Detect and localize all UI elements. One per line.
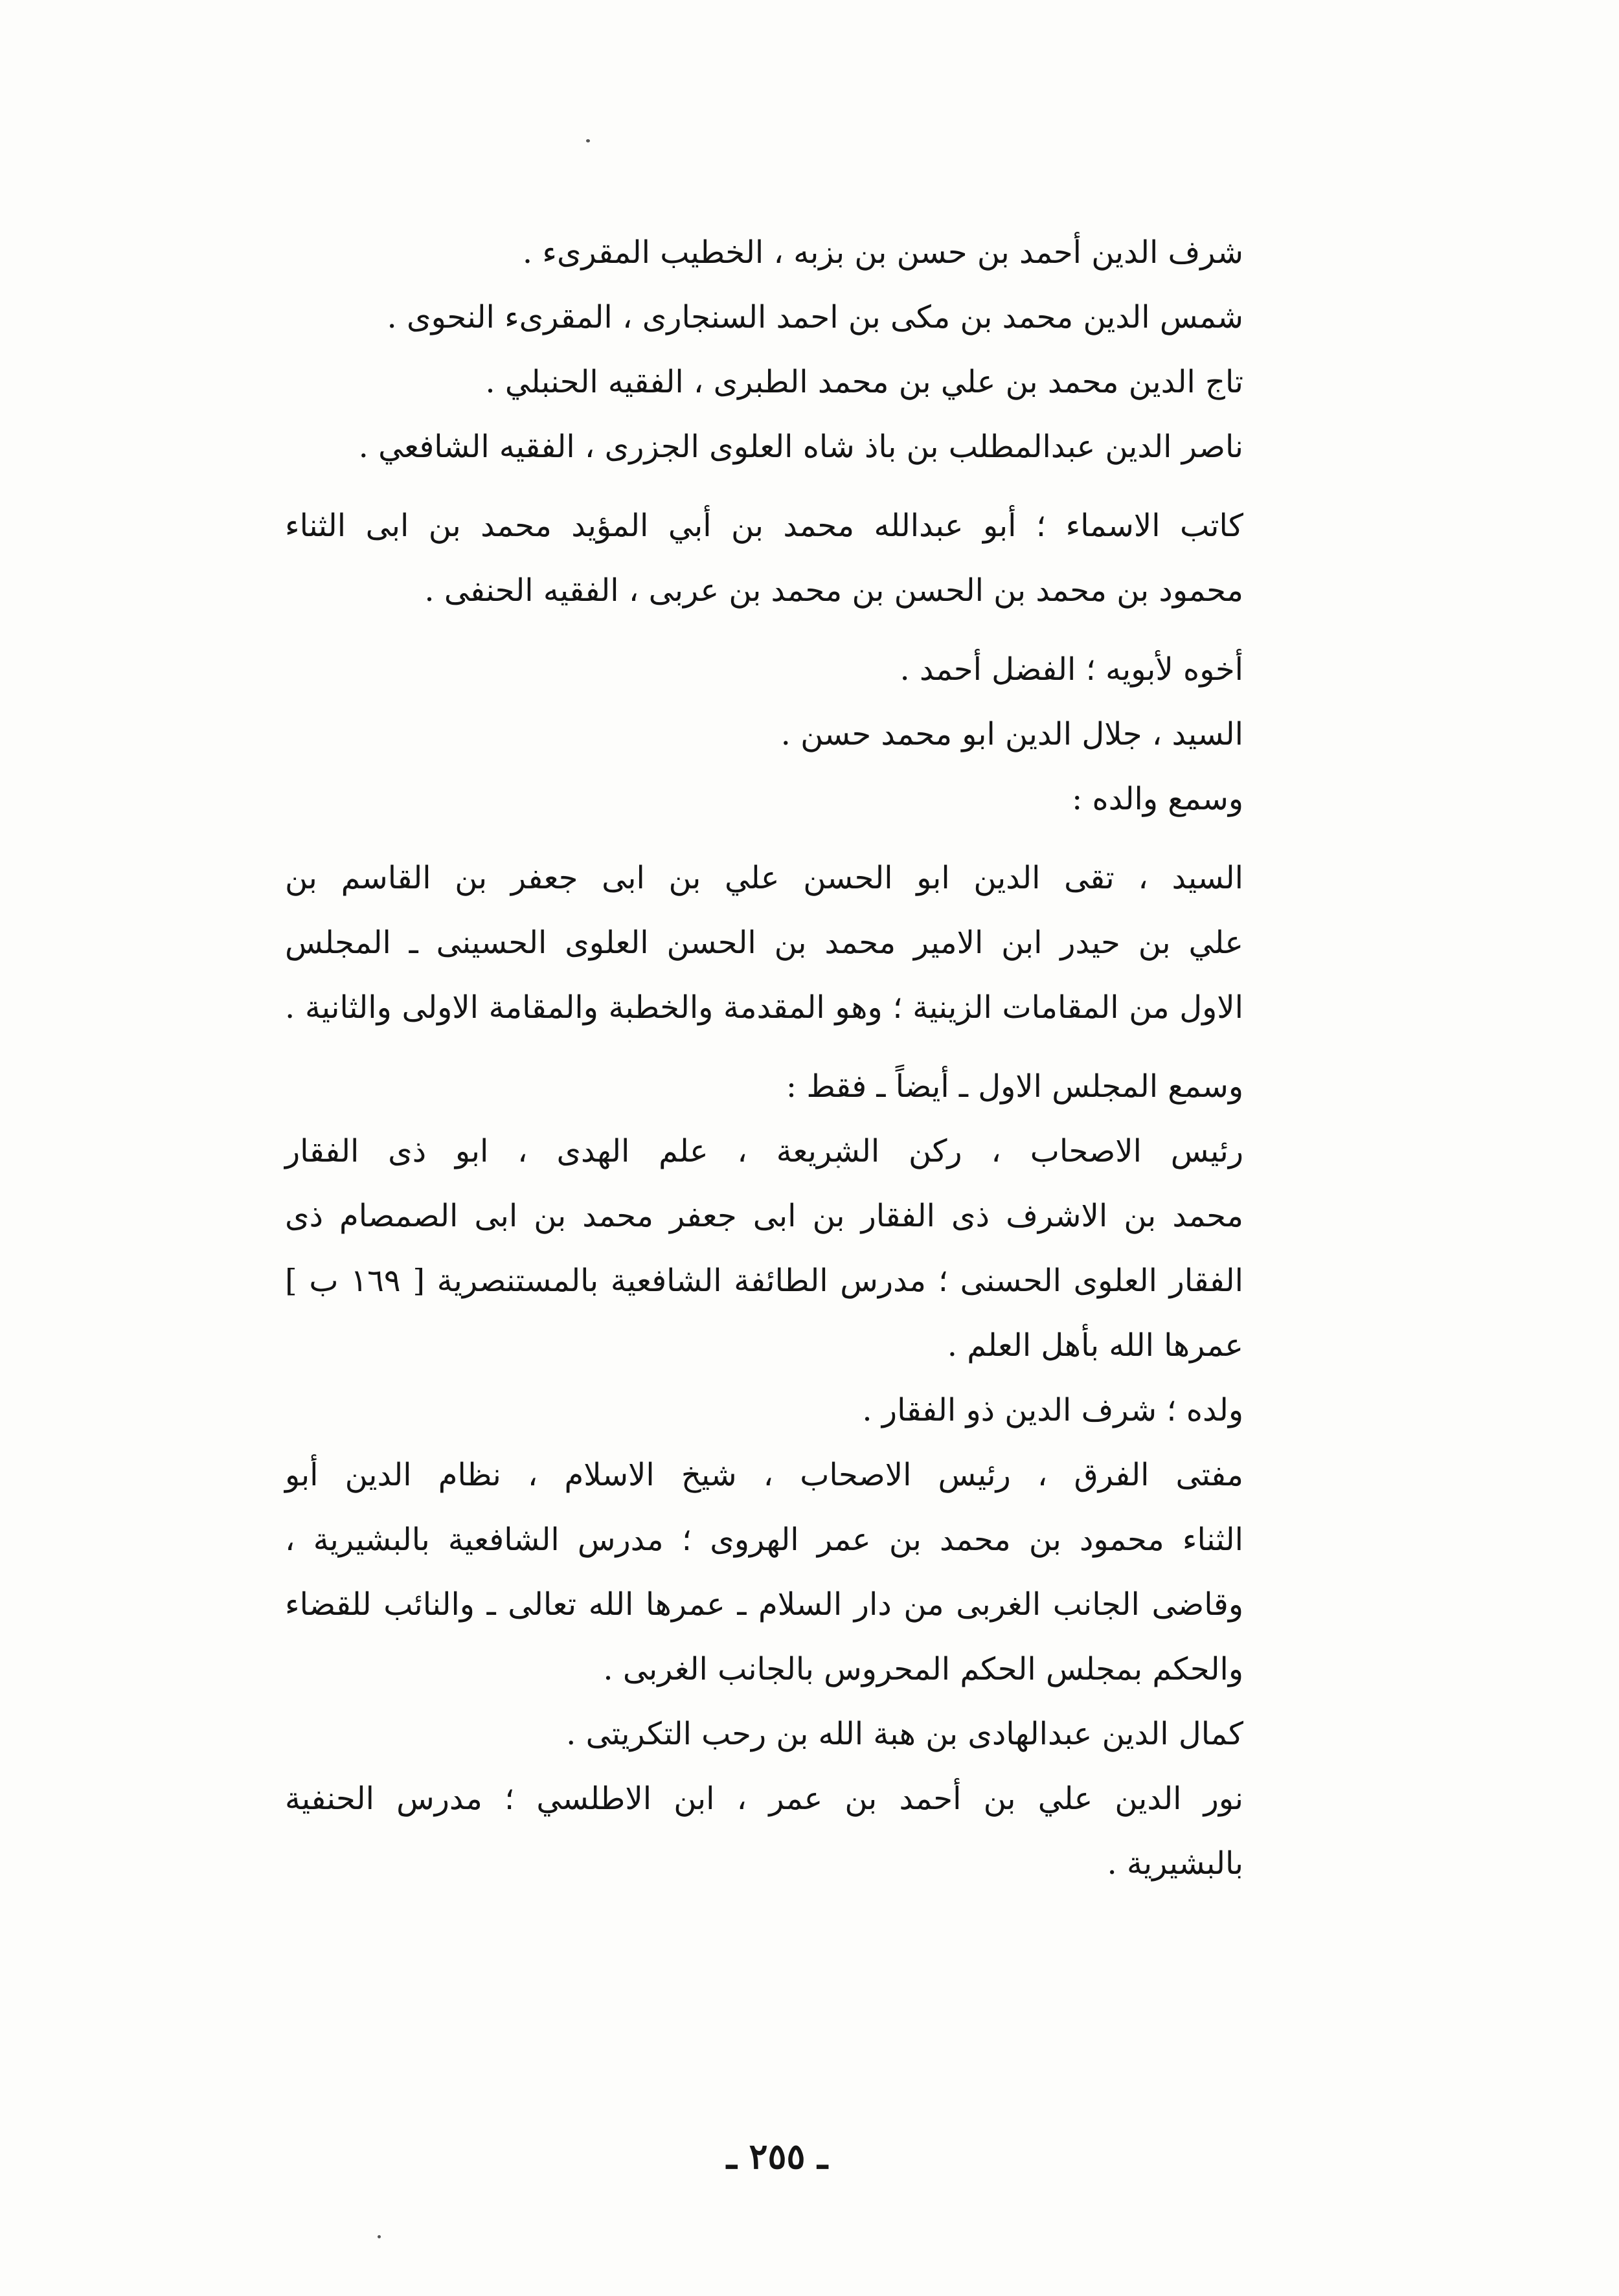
text-line: كاتب الاسماء ؛ أبو عبدالله محمد بن أبي المؤيد محمد بن ابى الثناء: [285, 508, 1243, 544]
text-line: السيد ، تقى الدين ابو الحسن علي بن ابى جعفر بن القاسم بن: [285, 860, 1243, 896]
text-line: محمود بن محمد بن الحسن بن محمد بن عربى ، الفقيه الحنفى .: [424, 572, 1243, 609]
ink-speck: [586, 139, 590, 142]
text-line: أخوه لأبويه ؛ الفضل أحمد .: [900, 651, 1243, 688]
text-line: ناصر الدين عبدالمطلب بن باذ شاه العلوى الجزرى ، الفقيه الشافعي .: [358, 429, 1243, 465]
text-line: وقاضى الجانب الغربى من دار السلام ـ عمرها الله تعالى ـ والنائب للقضاء: [285, 1586, 1243, 1623]
text-line: شمس الدين محمد بن مكى بن احمد السنجارى ، المقرىء النحوى .: [387, 299, 1243, 335]
text-line: محمد بن الاشرف ذى الفقار بن ابى جعفر محمد بن ابى الصمصام ذى: [285, 1198, 1243, 1234]
text-line: الثناء محمود بن محمد بن عمر الهروى ؛ مدرس الشافعية بالبشيرية ،: [285, 1522, 1243, 1558]
text-line: بالبشيرية .: [1107, 1845, 1243, 1882]
body-text: [285, 220, 1243, 1896]
text-line: نور الدين علي بن أحمد بن عمر ، ابن الاطلسي ؛ مدرس الحنفية: [285, 1781, 1243, 1817]
text-line: مفتى الفرق ، رئيس الاصحاب ، شيخ الاسلام ، نظام الدين أبو: [285, 1457, 1243, 1493]
text-line: وسمع والده :: [1072, 781, 1243, 817]
text-line: عمرها الله بأهل العلم .: [947, 1327, 1243, 1364]
text-line: ولده ؛ شرف الدين ذو الفقار .: [862, 1392, 1243, 1428]
text-line: رئيس الاصحاب ، ركن الشريعة ، علم الهدى ، ابو ذى الفقار: [285, 1133, 1243, 1169]
text-line: علي بن حيدر ابن الامير محمد بن الحسن العلوى الحسينى ـ المجلس: [285, 925, 1243, 961]
text-line: السيد ، جلال الدين ابو محمد حسن .: [780, 716, 1243, 752]
text-line: شرف الدين أحمد بن حسن بن بزبه ، الخطيب المقرىء .: [522, 234, 1243, 271]
text-line: تاج الدين محمد بن علي بن محمد الطبرى ، الفقيه الحنبلي .: [485, 364, 1243, 400]
text-line: الاول من المقامات الزينية ؛ وهو المقدمة والخطبة والمقامة الاولى والثانية .: [285, 989, 1243, 1026]
ink-speck: [378, 2235, 381, 2238]
text-line: والحكم بمجلس الحكم المحروس بالجانب الغربى .: [603, 1651, 1243, 1687]
text-line: الفقار العلوى الحسنى ؛ مدرس الطائفة الشافعية بالمستنصرية [ ١٦٩ ب ]: [285, 1263, 1244, 1299]
text-line: وسمع المجلس الاول ـ أيضاً ـ فقط :: [786, 1068, 1243, 1105]
page-number: ـ ٢٥٥ ـ: [726, 2135, 828, 2177]
text-line: كمال الدين عبدالهادى بن هبة الله بن رحب التكريتى .: [566, 1716, 1243, 1752]
